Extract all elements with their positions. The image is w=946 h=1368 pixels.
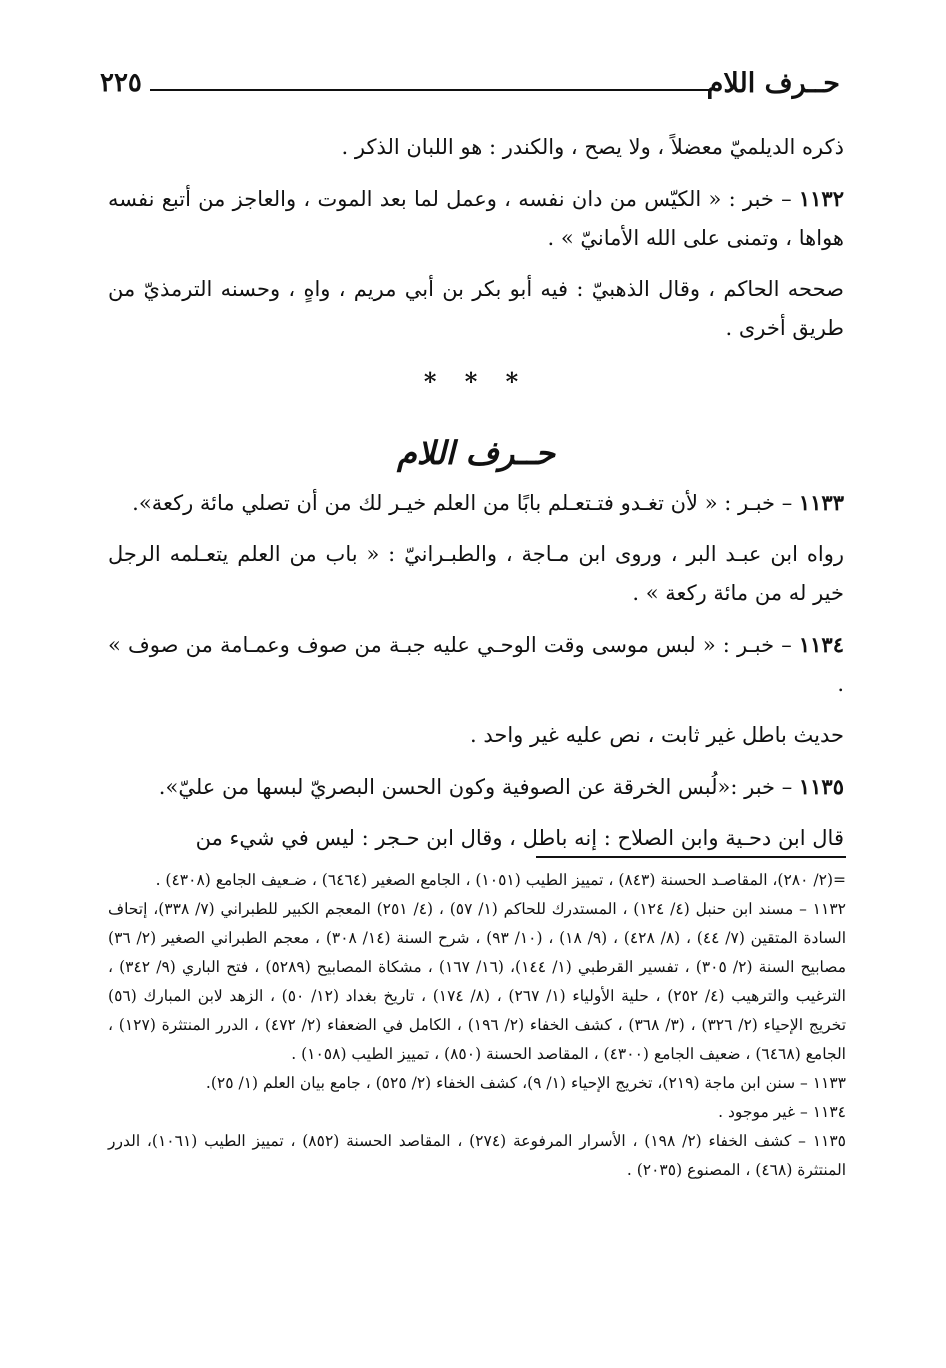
header-rule [150, 89, 710, 91]
entry-number: ١١٣٣ [798, 490, 844, 515]
entry-text: – خبـر : « لأن تغـدو فتـتعـلم بابًا من العلم خيـر لك من أن تصلي مائة ركعة». [132, 491, 799, 515]
main-text [108, 128, 844, 870]
entry-1134 [108, 625, 844, 704]
entry-1133 [108, 483, 844, 523]
page-header [100, 64, 840, 104]
footnote-continuation: =(٢/ ٢٨٠)، المقاصـد الحسنة (٨٤٣) ، تمييز الطيب (١٠٥١) ، الجامع الصغير (٦٤٦٤) ، ضـعيف الجامع (٤٣٠٨) . [155, 871, 846, 889]
entry-number: ١١٣٢ [798, 186, 844, 211]
footnote-1133: ١١٣٣ – سنن ابن ماجة (٢١٩)، تخريج الإحياء (١/ ٩)، كشف الخفاء (٢/ ٥٢٥) ، جامع بيان العلم (١/ ٢٥). [205, 1074, 846, 1092]
entry-1135-comment: قال ابن دحـية وابن الصلاح : إنه باطل ، وقال ابن حـجر : ليس في شيء من [195, 826, 844, 850]
entry-text: – خبر :«لُبس الخرقة عن الصوفية وكون الحسن البصريّ لبسها من عليّ». [158, 775, 799, 799]
entry-1134-comment: حديث باطل غير ثابت ، نص عليه غير واحد . [469, 723, 844, 747]
footnotes [108, 866, 846, 1185]
entry-1133-comment: رواه ابن عبـد البر ، وروى ابن مـاجة ، والطبـرانيّ : « باب من العلم يتعـلمه الرجل خير له من مائة ركعة » . [108, 542, 844, 605]
section-heading: حــرف اللام [396, 434, 556, 472]
continuation-paragraph: ذكره الديلميّ معضلاً ، ولا يصح ، والكندر : هو اللبان الذكر . [341, 135, 844, 159]
footnote-rule [536, 856, 846, 858]
footnote-1134: ١١٣٤ – غير موجود . [718, 1103, 846, 1121]
entry-number: ١١٣٥ [798, 774, 844, 799]
footnote-1132: ١١٣٢ – مسند ابن حنبل (٤/ ١٢٤) ، المستدرك للحاكم (١/ ٥٧) ، (٤/ ٢٥١) المعجم الكبير للطبراني (٧/ ٣٣٨)، إتحاف السادة المتقين (٧/ ٤٤) ، (٨/ ٤٢٨) ، (٩/ ١٨) ، (١٠/ ٩٣) ، شرح السنة (١٤/ ٣٠٨) ، معجم الطبراني الصغير (٢/ ٣٦) مصابيح السنة (٢/ ٣٠٥) ، تفسير القرطبي (١/ ١٤٤)، (١٦/ ١٦٧) ، مشكاة المصابيح (٥٢٨٩) ، فتح الباري (٩/ ٣٤٢) ، الترغيب والترهيب (٤/ ٢٥٢) ، حلية الأولياء (١/ ٢٦٧) ، (٨/ ١٧٤) ، تاريخ بغداد (١٢/ ٥٠) ، الزهد لابن المبارك (٥٦) تخريج الإحياء (٢/ ٣٢٦) ، (٣/ ٣٦٨) ، كشف الخفاء (٢/ ١٩٦) ، الكامل في الضعفاء (٢/ ٤٧٢) ، الدرر المنتثرة (١٢٧) ، الجامع (٦٤٦٨) ، ضعيف الجامع (٤٣٠٠) ، المقاصد الحسنة (٨٥٠) ، تمييز الطيب (١٠٥٨) . [108, 900, 847, 1063]
entry-1132 [108, 179, 844, 258]
entry-text: – خبر : « الكيّس من دان نفسه ، وعمل لما بعد الموت ، والعاجز من أتبع نفسه هواها ، وتمنى على الله الأمانيّ » . [108, 187, 844, 250]
running-title: حــرف اللام [706, 68, 840, 99]
page-number: ٢٢٥ [100, 68, 142, 98]
entry-number: ١١٣٤ [798, 632, 844, 657]
footnote-1135: ١١٣٥ – كشف الخفاء (٢/ ١٩٨) ، الأسرار المرفوعة (٢٧٤) ، المقاصد الحسنة (٨٥٢) ، تمييز الطيب (١٠٦١)، الدرر المنتثرة (٤٦٨) ، المصنوع (٢٠٣٥) . [108, 1132, 846, 1179]
section-divider: * * * [423, 367, 529, 396]
entry-1132-comment: صححه الحاكم ، وقال الذهبيّ : فيه أبو بكر بن أبي مريم ، واهٍ ، وحسنه الترمذيّ من طريق أخرى . [108, 277, 844, 340]
entry-1135 [108, 767, 844, 807]
entry-text: – خبـر : « لبس موسى وقت الوحـي عليه جبـة من صوف وعمـامة من صوف » . [108, 633, 844, 696]
